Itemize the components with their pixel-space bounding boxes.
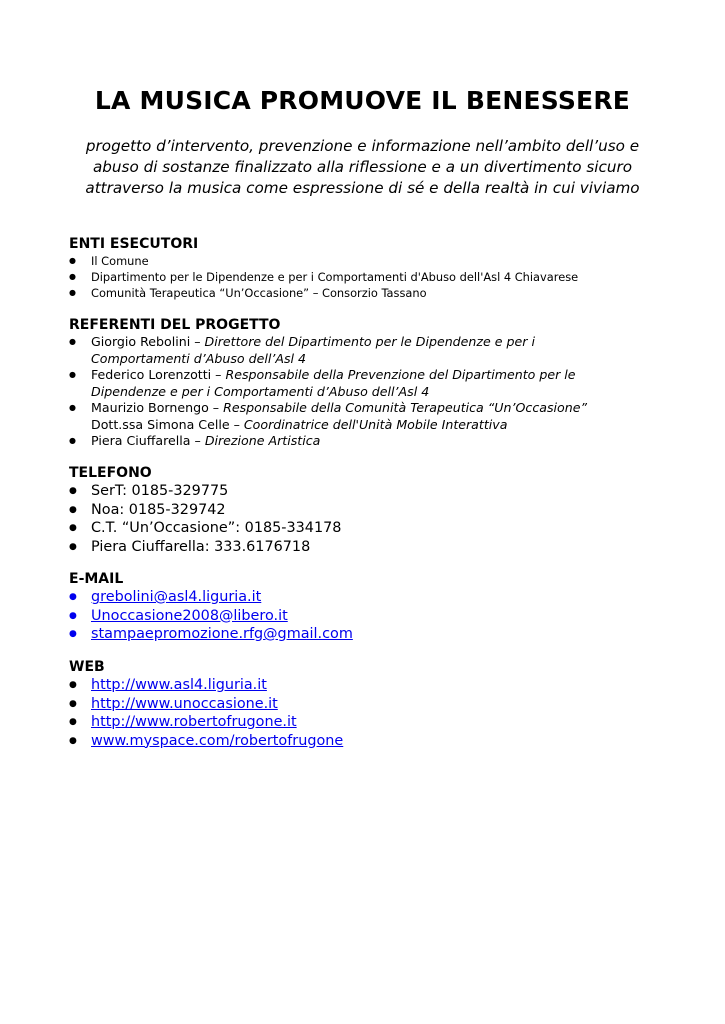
bullet-icon: ● [69, 486, 77, 496]
list-item [69, 732, 689, 751]
bullet-icon: ● [69, 680, 77, 690]
enti-list [69, 253, 689, 301]
list-item [69, 433, 689, 450]
bullet-icon: ● [69, 735, 77, 746]
phone-entry: Noa: 0185-329742 [91, 501, 226, 518]
bullet-icon: ● [69, 523, 77, 533]
referente-role: Coordinatrice dell'Unità Mobile Interattiva [243, 416, 508, 432]
referente-role: Dipendenze e per i Comportamenti d’Abuso dell’Asl 4 [91, 383, 430, 399]
list-item [69, 501, 689, 520]
section-referenti [69, 316, 689, 450]
referente-role: Direttore del Dipartimento per le Dipendenze e per i [204, 334, 535, 349]
section-web [69, 658, 689, 750]
list-item [69, 400, 689, 433]
bullet-icon: ● [69, 370, 76, 379]
phone-entry: C.T. “Un’Occasione”: 0185-334178 [91, 520, 342, 536]
list-item [69, 253, 689, 269]
referente-role: Responsabile della Comunità Terapeutica “Un’Occasione” [223, 400, 587, 415]
bullet-icon: ● [69, 256, 76, 265]
list-item [69, 625, 689, 644]
list-item [69, 713, 689, 732]
list-item [69, 367, 689, 400]
email-link[interactable]: Unoccasione2008@libero.it [91, 607, 288, 624]
referente-role: Comportamenti d’Abuso dell’Asl 4 [91, 350, 307, 366]
list-item-text: Comunità Terapeutica “Un’Occasione” – Consorzio Tassano [91, 286, 427, 300]
referente-name: Piera Ciuffarella – [91, 433, 205, 448]
bullet-icon: ● [69, 436, 76, 445]
bullet-icon: ● [69, 288, 76, 297]
telefono-list [69, 482, 689, 556]
list-item-text: Il Comune [91, 254, 149, 268]
referente-name: Maurizio Bornengo – [91, 400, 224, 415]
subtitle-line: abuso di sostanze finalizzato alla riflessione e a un divertimento sicuro [92, 158, 633, 176]
section-email [69, 570, 689, 644]
list-item [69, 334, 689, 367]
referente-name: Giorgio Rebolini – [91, 334, 205, 349]
subtitle-line: progetto d’intervento, prevenzione e informazione nell’ambito dell’uso e [85, 137, 640, 155]
subtitle-line: attraverso la musica come espressione di sé e della realtà in cui viviamo [85, 179, 640, 197]
web-link[interactable]: http://www.asl4.liguria.it [91, 677, 267, 693]
list-item [69, 607, 689, 626]
list-item-text: Dipartimento per le Dipendenze e per i Comportamenti d'Abuso dell'Asl 4 Chiavarese [91, 270, 579, 284]
list-item [69, 676, 689, 695]
web-link[interactable]: www.myspace.com/robertofrugone [91, 732, 344, 749]
bullet-icon: ● [69, 592, 77, 602]
email-link[interactable]: stampaepromozione.rfg@gmail.com [91, 626, 353, 642]
section-heading: WEB [69, 659, 105, 675]
email-list [69, 588, 689, 644]
list-item [69, 269, 689, 285]
bullet-icon: ● [69, 698, 77, 709]
bullet-icon: ● [69, 337, 76, 346]
phone-entry: SerT: 0185-329775 [91, 483, 229, 499]
bullet-icon: ● [69, 717, 77, 727]
bullet-icon: ● [69, 403, 76, 412]
list-item [69, 538, 689, 557]
list-item [69, 519, 689, 538]
phone-entry: Piera Ciuffarella: 333.6176718 [91, 538, 311, 555]
section-heading: ENTI ESECUTORI [69, 236, 199, 252]
list-item [69, 285, 689, 301]
section-enti-esecutori [69, 235, 689, 301]
referente-name: Dott.ssa Simona Celle – [91, 416, 244, 432]
referenti-list [69, 334, 689, 450]
referente-role: Direzione Artistica [204, 433, 321, 448]
bullet-icon: ● [69, 504, 77, 515]
bullet-icon: ● [69, 541, 77, 552]
referente-role: Responsabile della Prevenzione del Dipartimento per le [225, 367, 576, 382]
list-item [69, 482, 689, 501]
web-link[interactable]: http://www.unoccasione.it [91, 695, 278, 712]
referente-name: Federico Lorenzotti – [91, 367, 226, 382]
section-telefono [69, 464, 689, 556]
document-title: LA MUSICA PROMUOVE IL BENESSERE [94, 86, 631, 115]
bullet-icon: ● [69, 629, 77, 639]
email-link[interactable]: grebolini@asl4.liguria.it [91, 589, 262, 605]
document-subtitle [40, 136, 685, 199]
list-item [69, 695, 689, 714]
section-heading: TELEFONO [69, 465, 152, 481]
section-heading: REFERENTI DEL PROGETTO [69, 317, 281, 333]
web-link[interactable]: http://www.robertofrugone.it [91, 714, 297, 730]
bullet-icon: ● [69, 272, 76, 281]
web-list [69, 676, 689, 750]
list-item [69, 588, 689, 607]
bullet-icon: ● [69, 610, 77, 621]
section-heading: E-MAIL [69, 571, 124, 587]
